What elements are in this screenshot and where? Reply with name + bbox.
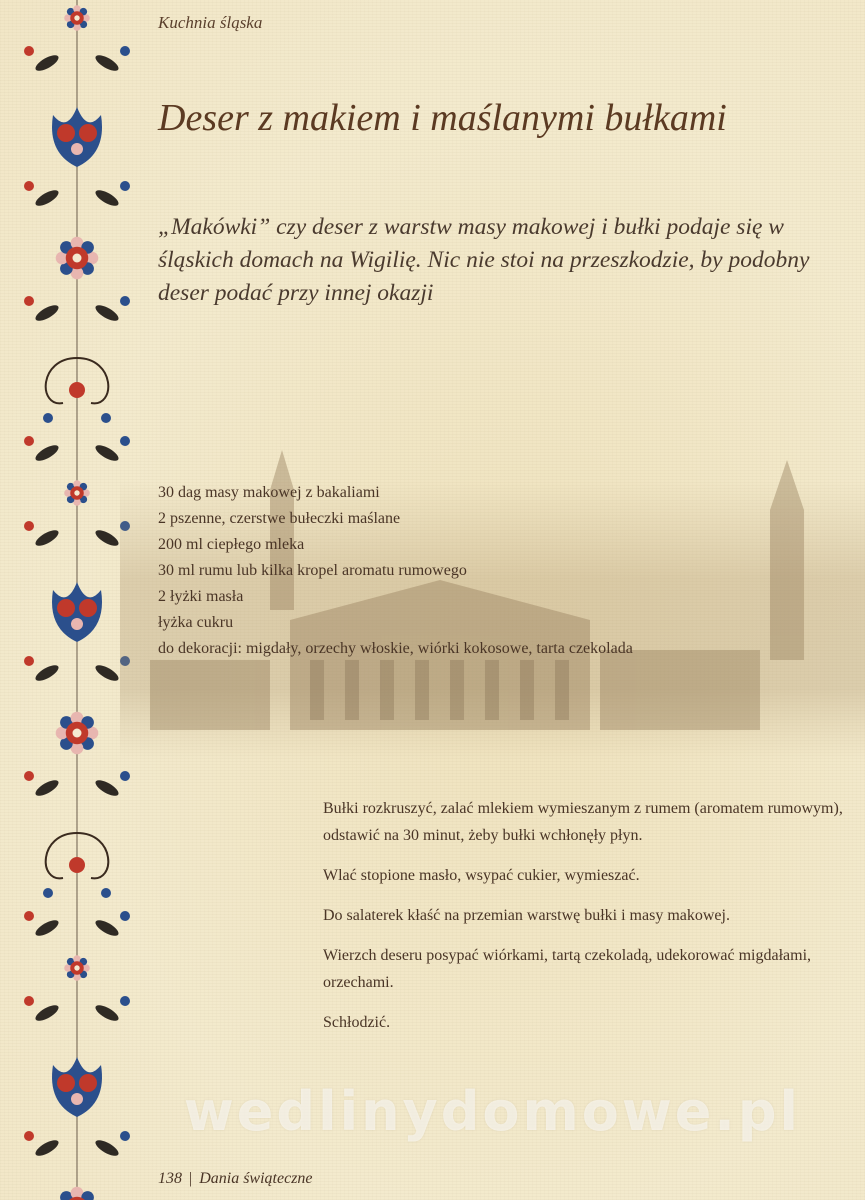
berry-dot [120,771,130,781]
leaf-shape [93,662,121,684]
berry-dot [120,46,130,56]
berry-dot [43,413,53,423]
leaf-shape [93,442,121,464]
ingredient-item: 2 pszenne, czerstwe bułeczki maślane [158,510,401,527]
berry-dot [24,771,34,781]
leaf-shape [33,302,61,324]
leaf-shape [93,1137,121,1159]
leaf-shape [33,527,61,549]
tulip-heart [79,1074,97,1092]
ingredients-list [158,480,633,662]
leaf-shape [93,917,121,939]
scroll-curl [77,833,108,878]
tulip-bud [71,1093,83,1105]
scroll-curl [46,833,77,878]
leaf-shape [93,527,121,549]
leaf-shape [33,442,61,464]
step-paragraph: Wierzch deseru posypać wiórkami, tartą czekoladą, udekorować migdałami, orzechami. [323,947,812,991]
scroll-curl [77,358,108,403]
rosette-center [74,965,79,970]
rosette-center [73,729,82,738]
leaf-shape [93,302,121,324]
leaf-shape [33,917,61,939]
leaf-shape [33,1002,61,1024]
tulip-heart [57,1074,75,1092]
page-number: 138 [158,1170,182,1187]
berry-dot [101,413,111,423]
site-watermark: wedlinydomowe.pl [183,1080,802,1143]
berry-dot [120,181,130,191]
footer-section: Dania świąteczne [199,1170,313,1187]
recipe-title: Deser z makiem i maślanymi bułkami [158,97,727,139]
berry-dot [24,296,34,306]
berry-dot [120,911,130,921]
berry-dot [43,888,53,898]
tulip-heart [57,124,75,142]
step-paragraph: Wlać stopione masło, wsypać cukier, wymieszać. [323,867,640,884]
leaf-shape [93,1002,121,1024]
berry-dot [24,436,34,446]
ingredient-item: łyżka cukru [158,614,234,631]
berry-dot [24,46,34,56]
tulip-bud [71,143,83,155]
berry-dot [24,181,34,191]
step-paragraph: Do salaterek kłaść na przemian warstwę bułki i masy makowej. [323,907,730,924]
scroll-flower [69,857,85,873]
scroll-curl [46,358,77,403]
berry-dot [24,1131,34,1141]
rosette-center [73,254,82,263]
leaf-shape [33,52,61,74]
leaf-shape [93,52,121,74]
leaf-shape [33,662,61,684]
tulip-bud [71,618,83,630]
running-header: Kuchnia śląska [158,13,263,32]
leaf-shape [93,777,121,799]
berry-dot [101,888,111,898]
leaf-shape [33,187,61,209]
berry-dot [24,521,34,531]
berry-dot [24,911,34,921]
ingredient-item: 200 ml ciepłego mleka [158,536,305,553]
scroll-flower [69,382,85,398]
ingredient-item: 2 łyżki masła [158,588,244,605]
ingredient-item: 30 ml rumu lub kilka kropel aromatu rumowego [158,562,467,579]
ingredient-item: 30 dag masy makowej z bakaliami [158,484,380,501]
berry-dot [120,296,130,306]
berry-dot [24,996,34,1006]
leaf-shape [33,1137,61,1159]
rosette-center [74,15,79,20]
step-paragraph: Schłodzić. [323,1014,391,1031]
tulip-heart [79,124,97,142]
leaf-shape [33,777,61,799]
page-footer [158,1170,313,1188]
tulip-heart [57,599,75,617]
berry-dot [120,996,130,1006]
preparation-steps [323,795,843,1049]
recipe-intro: „Makówki” czy deser z warstw masy makowej i bułki podaje się w śląskich domach na Wigilię. Nic nie stoi na przeszkodzie, by podobny deser podać przy innej okazji [158,214,810,306]
berry-dot [24,656,34,666]
tulip-heart [79,599,97,617]
step-paragraph: Bułki rozkruszyć, zalać mlekiem wymieszanym z rumem (aromatem rumowym), odstawić na 30 minut, żeby bułki wchłonęły płyn. [323,800,843,844]
rosette-center [74,490,79,495]
leaf-shape [93,187,121,209]
footer-separator: | [189,1170,193,1187]
ingredient-item: do dekoracji: migdały, orzechy włoskie, wiórki kokosowe, tarta czekolada [158,640,633,657]
folk-ornament-border [18,0,136,1200]
